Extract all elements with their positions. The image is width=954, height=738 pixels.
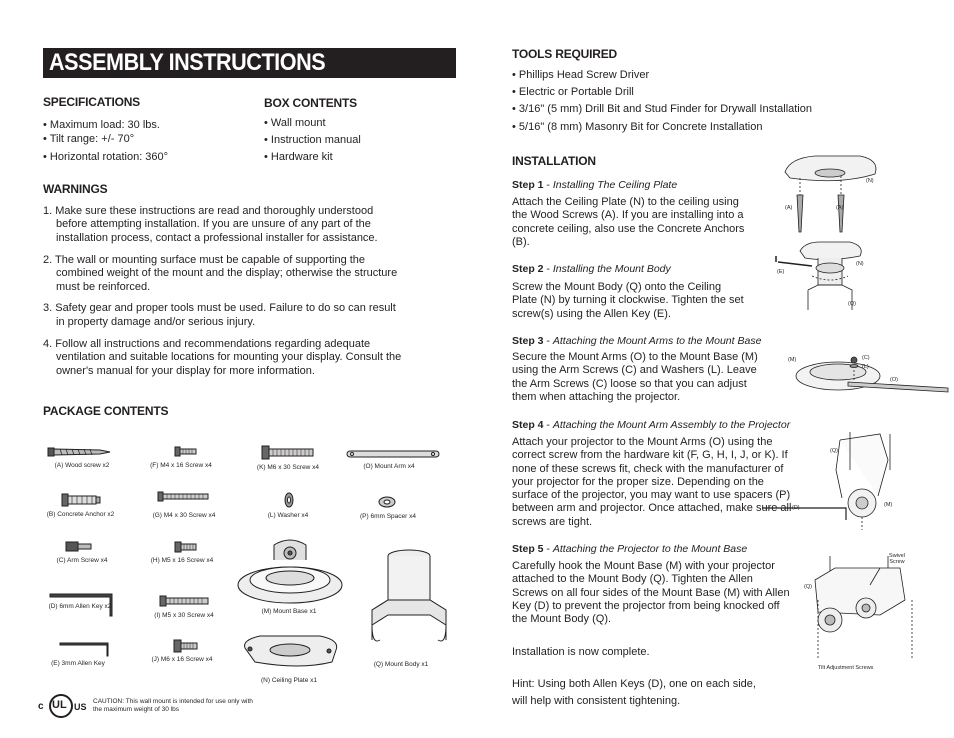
diagram-label: (A) [836,205,844,211]
step-3-heading: Step 3 - Attaching the Mount Arms to the Mount Base [512,335,762,347]
step-label: Step 4 [512,419,544,431]
step-label: Step 1 [512,179,544,191]
ul-c-letter: c [38,701,44,712]
installation-hint: Hint: Using both Allen Keys (D), one on each side, will help with consistent tightening. [512,678,756,707]
diagram-label: (N) [856,261,864,267]
step-2-heading: Step 2 - Installing the Mount Body [512,263,671,275]
step-label: Step 3 [512,335,544,347]
tool-item: • Electric or Portable Drill [512,84,892,101]
step-title: Attaching the Mount Arms to the Mount Base [552,335,762,347]
part-caption-g: (G) M4 x 30 Screw x4 [152,512,216,519]
box-contents-heading: BOX CONTENTS [264,96,357,110]
tool-item: • 5/16" (8 mm) Masonry Bit for Concrete Installation [512,118,892,137]
step-title: Installing The Ceiling Plate [552,179,678,191]
diagram-label: (M) [884,502,893,508]
step-label: Step 5 [512,543,544,555]
part-caption-m: (M) Mount Base x1 [261,608,317,615]
part-caption-e: (E) 3mm Allen Key [51,660,105,667]
mount-body-diagram-icon [776,242,861,310]
diagram-label: (M) [788,357,797,363]
part-caption-n: (N) Ceiling Plate x1 [261,677,317,684]
ul-us-letters: US [74,702,87,712]
step-title: Attaching the Mount Arm Assembly to the Projector [552,419,791,431]
part-caption-b: (B) Concrete Anchor x2 [46,511,115,518]
diagram-label: (Q) [848,301,856,307]
diagram-label: (O) [890,377,898,383]
step-title: Installing the Mount Body [552,263,671,275]
diagram-label: Tilt Adjustment Screws [818,665,874,671]
step-5-heading: Step 5 - Attaching the Projector to the Mount Base [512,543,748,555]
box-item: • Wall mount [264,115,454,132]
tool-item: • Phillips Head Screw Driver [512,67,892,84]
diagram-label: (Q) [830,448,838,454]
ul-letters: UL [52,699,67,711]
part-caption-h: (H) M5 x 16 Screw x4 [150,557,214,564]
part-caption-c: (C) Arm Screw x4 [56,557,108,564]
installation-complete: Installation is now complete. [512,646,650,658]
warning-item: 1. Make sure these instructions are read and thoroughly understood before attempting installation. If you are unsure of any part of the installation process, contact a professional installer for assistance. [43,205,378,244]
package-contents-heading: PACKAGE CONTENTS [43,404,169,418]
part-caption-i: (I) M5 x 30 Screw x4 [154,612,214,619]
part-caption-a: (A) Wood screw x2 [54,462,110,469]
part-caption-q: (Q) Mount Body x1 [373,661,429,668]
warning-item: 2. The wall or mounting surface must be capable of supporting the combined weight of the mount and the display; otherwise the structure must be reinforced. [43,253,398,293]
spec-item: • Horizontal rotation: 360° [43,146,243,168]
step-2-text: Screw the Mount Body (Q) onto the Ceiling Plate (N) by turning it clockwise. Tighten the set screw(s) using the Allen Key (E). [512,281,744,320]
step-3-text: Secure the Mount Arms (O) to the Mount Base (M) using the Arm Screws (C) and Washers (L). Leave the Arm Screws (C) loose so that you can adjust them when attaching the projector. [512,351,758,403]
projector-mount-diagram-icon [815,556,912,660]
tools-required-heading: TOOLS REQUIRED [512,47,617,61]
projector-arm-diagram-icon [762,432,893,530]
step-label: Step 2 [512,263,544,275]
part-caption-f: (F) M4 x 16 Screw x4 [150,462,212,469]
mount-base-arm-diagram-icon [796,357,948,392]
step-1-text: Attach the Ceiling Plate (N) to the ceiling using the Wood Screws (A). If you are installing into a concrete ceiling, also use the Concrete Anchors (B). [512,196,745,248]
step-5-text: Carefully hook the Mount Base (M) with your projector attached to the Mount Body (Q). Tighten the Allen Screws on all four sides of the Mount Base (M) with Allen Key (D) to prevent the projector from being knocked off the Mount Body (Q). [512,560,790,626]
part-caption-j: (J) M6 x 16 Screw x4 [151,656,213,663]
step-4-heading: Step 4 - Attaching the Mount Arm Assembly to the Projector [512,419,791,431]
spec-item: • Maximum load: 30 lbs. [43,118,243,132]
diagram-label: (D) [792,505,800,511]
step-title: Attaching the Projector to the Mount Base [552,543,748,555]
diagram-label: (N) [866,178,874,184]
box-item: • Instruction manual [264,132,454,149]
part-caption-l: (L) Washer x4 [267,512,309,519]
installation-heading: INSTALLATION [512,154,596,168]
part-caption-p: (P) 6mm Spacer x4 [360,513,416,520]
warning-item: 4. Follow all instructions and recommendations regarding adequate ventilation and suitable locations for mounting your display. Consult the owner's manual for your display for more information. [43,337,402,377]
ceiling-plate-diagram-icon [785,156,876,232]
step-1-heading: Step 1 - Installing The Ceiling Plate [512,179,678,191]
spec-item: • Tilt range: +/- 70° [43,132,243,146]
diagram-label: (A) [785,205,793,211]
specifications-heading: SPECIFICATIONS [43,95,140,109]
diagram-label: (Q) [804,584,812,590]
diagram-label: (L) [862,364,869,370]
warning-item: 3. Safety gear and proper tools must be used. Failure to do so can result in property damage and/or serious injury. [43,302,396,328]
part-caption-o: (O) Mount Arm x4 [363,463,415,470]
tool-item: • 3/16" (5 mm) Drill Bit and Stud Finder for Drywall Installation [512,101,892,118]
part-caption-k: (K) M6 x 30 Screw x4 [256,464,320,471]
page-title: ASSEMBLY INSTRUCTIONS [49,49,326,76]
diagram-label: (E) [777,269,785,275]
part-caption-d: (D) 6mm Allen Key x2 [48,603,112,610]
box-item: • Hardware kit [264,149,454,166]
diagram-label: (C) [862,355,870,361]
warnings-heading: WARNINGS [43,182,108,196]
diagram-label: Swivel Screw [889,553,905,565]
step-4-text: Attach your projector to the Mount Arms (O) using the correct screw from the hardware kit (F, G, H, I, J, or K). If none of these screws fit, check with the manufacturer of your projector for the proper size. Depending on the surface of the projector, you may want to use spacers (P) between arm and projector. Once attached, make sure all screws are tight. [512,436,792,528]
caution-note: CAUTION: This wall mount is intended for use only with the maximum weight of 30 lbs [93,698,253,713]
